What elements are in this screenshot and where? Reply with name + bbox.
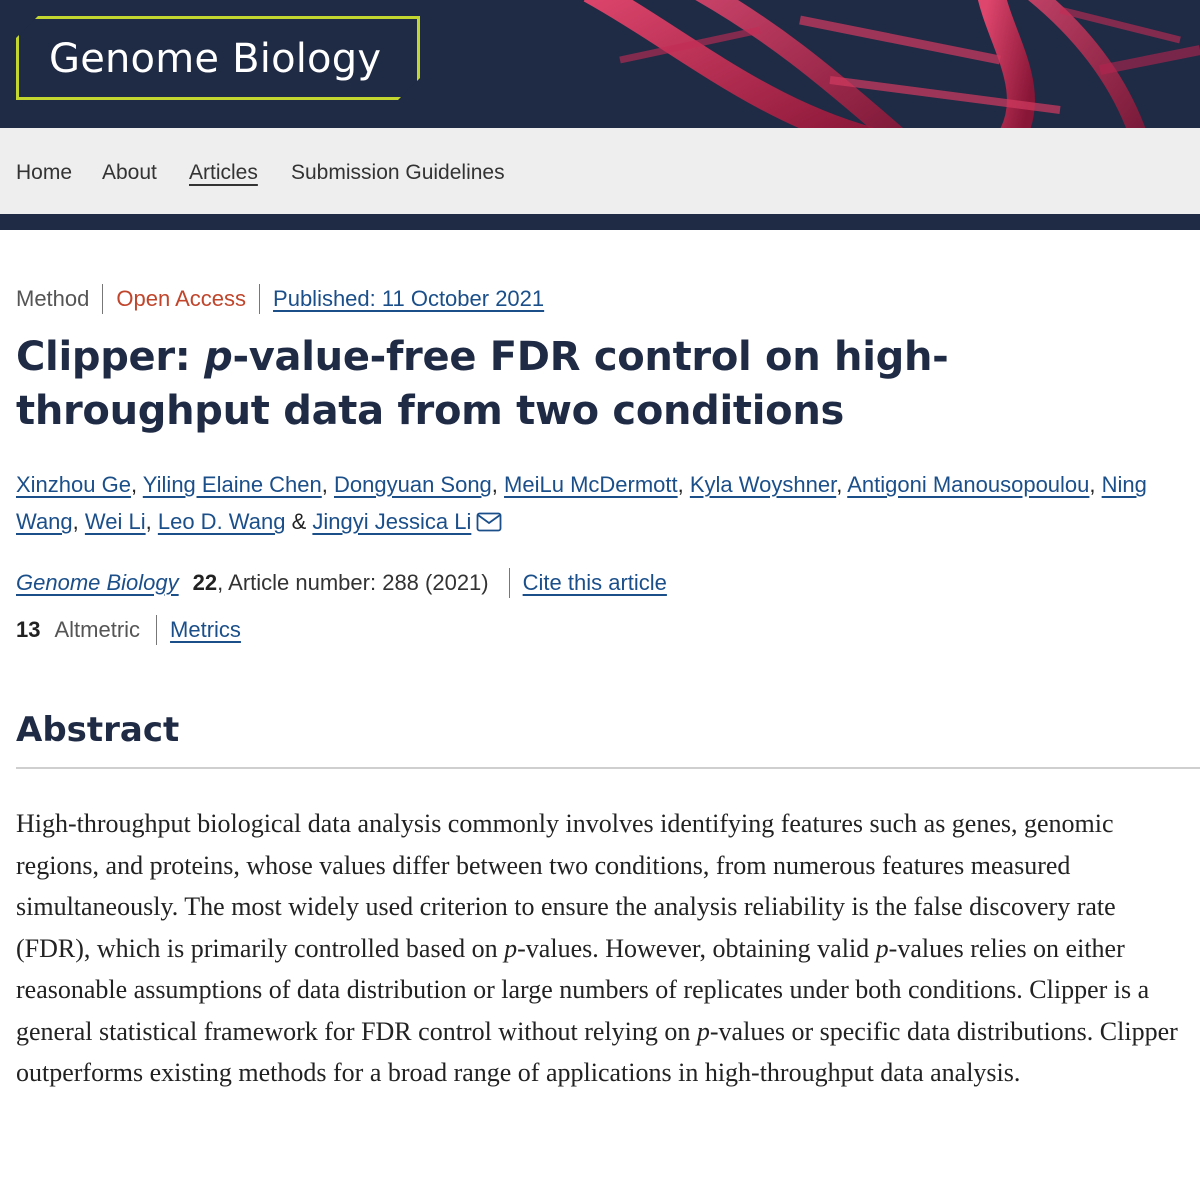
metrics-link[interactable]: Metrics	[170, 617, 241, 642]
journal-logo[interactable]	[16, 16, 420, 100]
author-link[interactable]: MeiLu McDermott	[504, 472, 678, 497]
divider	[259, 284, 260, 314]
article-type: Method	[16, 286, 90, 311]
title-part: -value-free FDR control on high-throughput data from two conditions	[16, 334, 949, 434]
author-joiner: &	[291, 509, 307, 534]
author-link[interactable]: Ning Wang	[16, 472, 1147, 534]
divider	[156, 615, 157, 645]
title-part: Clipper:	[16, 334, 205, 380]
nav-about[interactable]: About	[102, 161, 157, 184]
author-link[interactable]: Kyla Woyshner	[689, 472, 837, 497]
author-link[interactable]: Yiling Elaine Chen	[142, 472, 322, 497]
abstract-italic-p: p	[875, 933, 889, 963]
logo-corner-cut	[16, 16, 38, 38]
article-title	[16, 330, 1191, 438]
title-italic-p: p	[204, 334, 233, 380]
nav-home[interactable]: Home	[16, 161, 73, 184]
journal-banner	[0, 0, 1200, 128]
main-navigation	[0, 128, 1200, 214]
journal-logo-text: Genome Biology	[49, 36, 382, 82]
author-link[interactable]: Wei Li	[84, 509, 146, 534]
nav-divider-bar	[0, 214, 1200, 230]
author-link[interactable]: Antigoni Manousopoulou	[847, 472, 1090, 497]
abstract-part: -values. However, obtaining valid	[517, 933, 876, 963]
author-link[interactable]: Leo D. Wang	[157, 509, 286, 534]
citation-line	[16, 568, 667, 598]
abstract-part: -values relies on either reasonable assumptions of data distribution or large numbers of replicates under both conditions. Clipper is a general statistical framework for FDR control without relying on	[16, 933, 1150, 1046]
nav-submission-guidelines[interactable]: Submission Guidelines	[291, 161, 505, 184]
divider	[509, 568, 510, 598]
logo-corner-cut	[398, 78, 420, 100]
altmetric-count: 13	[16, 617, 41, 642]
abstract-text	[16, 803, 1192, 1094]
article-meta	[16, 284, 544, 314]
author-link[interactable]: Jingyi Jessica Li	[312, 509, 472, 534]
volume-number: 22	[192, 570, 218, 595]
published-date-link[interactable]: Published: 11 October 2021	[273, 286, 545, 311]
altmetric-label: Altmetric	[54, 617, 141, 642]
author-link[interactable]: Dongyuan Song	[334, 472, 492, 497]
abstract-divider	[16, 767, 1200, 769]
email-icon[interactable]	[476, 512, 502, 532]
metrics-line	[16, 615, 241, 645]
abstract-heading: Abstract	[16, 710, 180, 750]
cite-this-article-link[interactable]: Cite this article	[522, 570, 667, 595]
author-list: Xinzhou Ge, Yiling Elaine Chen, Dongyuan Song, MeiLu McDermott, Kyla Woyshner, Antigoni Manousopoulou, Ning Wang, Wei Li, Leo D. Wang & Jingyi Jessica Li	[16, 472, 1147, 534]
article-number: , Article number: 288 (2021)	[217, 570, 489, 595]
open-access-badge: Open Access	[116, 286, 247, 311]
nav-articles[interactable]: Articles	[189, 161, 258, 184]
abstract-part: -values or specific data distributions. Clipper outperforms existing methods for a broad range of applications in high-throughput data analysis.	[16, 1016, 1178, 1087]
author-link[interactable]: Xinzhou Ge	[16, 472, 131, 497]
journal-link[interactable]: Genome Biology	[16, 570, 179, 595]
abstract-part: High-throughput biological data analysis commonly involves identifying features such as genes, genomic regions, and proteins, whose values differ between two conditions, from numerous features measured simultaneously. The most widely used criterion to ensure the analysis reliability is the false discovery rate (FDR), which is primarily controlled based on	[16, 809, 1116, 963]
abstract-italic-p: p	[696, 1016, 710, 1046]
divider	[102, 284, 103, 314]
abstract-italic-p: p	[504, 933, 518, 963]
